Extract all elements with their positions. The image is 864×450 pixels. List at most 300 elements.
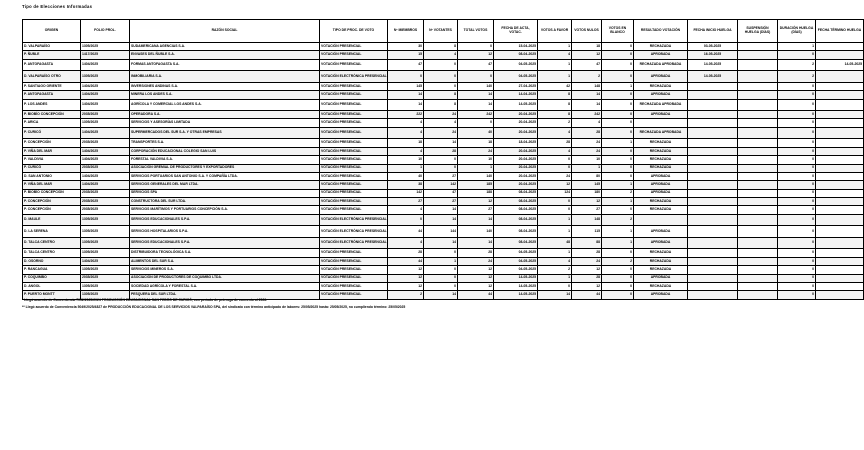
- header-row: [23, 20, 864, 43]
- table-cell: 40: [458, 127, 494, 139]
- table-row: [23, 147, 864, 155]
- table-cell: 0: [602, 147, 634, 155]
- table-cell: P. CURICÓ: [23, 164, 81, 172]
- table-cell: P. ÑUBLE: [23, 51, 81, 59]
- table-cell: 0: [458, 43, 494, 51]
- table-cell: 08-04-2025: [494, 51, 538, 59]
- table-cell: 27: [424, 198, 458, 206]
- table-cell: 148: [572, 214, 602, 226]
- table-cell: 1305/2025: [81, 226, 130, 238]
- table-cell: 0: [602, 274, 634, 282]
- table-cell: 2: [602, 189, 634, 197]
- table-cell: 1: [602, 181, 634, 189]
- table-cell: 14-05-2025: [688, 71, 738, 83]
- table-cell: 08-04-2025: [494, 214, 538, 226]
- table-cell: VOTACIÓN PRESENCIAL: [320, 147, 388, 155]
- column-header: FOLIO PROL.: [81, 20, 130, 43]
- table-cell: 0: [778, 189, 816, 197]
- table-cell: 0: [602, 119, 634, 127]
- table-cell: 0: [538, 164, 572, 172]
- table-cell: [816, 51, 864, 59]
- table-cell: 16-05-2025: [688, 51, 738, 59]
- table-cell: RECHAZADA: [634, 249, 688, 257]
- table-cell: 2: [602, 214, 634, 226]
- table-cell: SERVICIOS HOSPITALARIOS S.P.A.: [130, 226, 320, 238]
- table-cell: APROBADA: [634, 226, 688, 238]
- table-cell: 04-05-2025: [494, 257, 538, 265]
- table-cell: 8: [538, 99, 572, 111]
- table-cell: [738, 119, 778, 127]
- table-cell: 08-04-2025: [494, 206, 538, 214]
- table-cell: 14: [424, 291, 458, 299]
- column-header: SUSPENSIÓN HUELGA (DÍAS): [738, 20, 778, 43]
- table-cell: 1: [388, 164, 424, 172]
- table-cell: VOTACIÓN ELECTRÓNICA PRESENCIAL: [320, 71, 388, 83]
- table-cell: 0: [424, 59, 458, 71]
- table-cell: 8: [424, 91, 458, 99]
- table-cell: 08-04-2025: [494, 226, 538, 238]
- table-cell: P. BIOBÍO CONCEPCIÓN: [23, 189, 81, 197]
- table-cell: 0: [602, 59, 634, 71]
- table-cell: 0: [778, 237, 816, 249]
- table-cell: VOTACIÓN PRESENCIAL: [320, 189, 388, 197]
- table-cell: 20-04-2025: [494, 111, 538, 119]
- table-cell: VOTACIÓN PRESENCIAL: [320, 164, 388, 172]
- table-cell: 1305/2025: [81, 266, 130, 274]
- table-cell: [816, 82, 864, 90]
- table-cell: 1: [602, 226, 634, 238]
- table-cell: 0: [538, 156, 572, 164]
- table-row: [23, 139, 864, 147]
- table-row: [23, 226, 864, 238]
- table-cell: 12: [458, 266, 494, 274]
- table-cell: 1: [602, 82, 634, 90]
- table-cell: [816, 237, 864, 249]
- table-row: [23, 249, 864, 257]
- table-cell: 27: [572, 206, 602, 214]
- table-cell: 142: [424, 181, 458, 189]
- table-cell: 28: [388, 249, 424, 257]
- table-cell: 18: [388, 139, 424, 147]
- table-cell: 145: [572, 181, 602, 189]
- table-cell: 0: [778, 111, 816, 119]
- table-cell: 12: [458, 198, 494, 206]
- table-cell: [688, 274, 738, 282]
- table-cell: 115: [572, 226, 602, 238]
- table-cell: RECHAZADA: [634, 82, 688, 90]
- table-cell: RECHAZADA APROBADA: [634, 127, 688, 139]
- table-cell: 80: [572, 172, 602, 180]
- table-cell: 24: [424, 111, 458, 119]
- table-cell: 4: [388, 237, 424, 249]
- table-cell: [738, 82, 778, 90]
- table-cell: P. ANTOFAGASTA: [23, 59, 81, 71]
- table-cell: 2: [778, 71, 816, 83]
- table-cell: 0: [424, 249, 458, 257]
- table-cell: 4: [538, 127, 572, 139]
- table-cell: 14-05-2025: [494, 99, 538, 111]
- table-cell: 4: [424, 119, 458, 127]
- table-cell: RECHAZADA: [634, 257, 688, 265]
- table-cell: 0: [778, 266, 816, 274]
- table-cell: 0: [458, 71, 494, 83]
- table-cell: [816, 172, 864, 180]
- table-cell: 28: [572, 127, 602, 139]
- table-cell: [688, 156, 738, 164]
- table-cell: 44: [388, 257, 424, 265]
- table-cell: AGRÍCOLA Y COMERCIAL LOS ANDES S.A.: [130, 99, 320, 111]
- table-cell: [738, 59, 778, 71]
- table-cell: 0: [424, 71, 458, 83]
- table-cell: 12: [572, 51, 602, 59]
- table-cell: 28: [538, 139, 572, 147]
- table-cell: 88: [572, 237, 602, 249]
- table-cell: 0: [602, 127, 634, 139]
- column-header: FECHA INICIO HUELGA: [688, 20, 738, 43]
- table-cell: FORMAS ANTOFAGASTA S.A.: [130, 59, 320, 71]
- column-header: TIPO DE PROC. DE VOTO: [320, 20, 388, 43]
- table-cell: 18-04-2025: [494, 139, 538, 147]
- table-cell: P. VIÑA DEL MAR: [23, 181, 81, 189]
- table-cell: 08-04-2025: [494, 237, 538, 249]
- table-cell: 28: [458, 249, 494, 257]
- table-cell: P. CONCEPCIÓN: [23, 139, 81, 147]
- table-cell: 185: [458, 181, 494, 189]
- table-cell: VOTACIÓN PRESENCIAL: [320, 206, 388, 214]
- table-cell: P. ANTOFAGASTA: [23, 91, 81, 99]
- table-cell: APROBADA: [634, 189, 688, 197]
- table-cell: APROBADA: [634, 51, 688, 59]
- table-cell: P. COQUIMBO: [23, 274, 81, 282]
- table-cell: 0: [778, 99, 816, 111]
- table-cell: VOTACIÓN PRESENCIAL: [320, 91, 388, 99]
- table-cell: 4: [538, 257, 572, 265]
- table-cell: 20-04-2025: [494, 181, 538, 189]
- table-cell: [738, 156, 778, 164]
- table-cell: 1: [538, 249, 572, 257]
- table-cell: [816, 214, 864, 226]
- table-cell: [816, 127, 864, 139]
- table-cell: OPERADORA S.A.: [130, 111, 320, 119]
- table-cell: 2: [572, 71, 602, 83]
- table-cell: 0: [778, 82, 816, 90]
- table-cell: 1: [538, 226, 572, 238]
- table-cell: [816, 164, 864, 172]
- table-cell: 0: [602, 51, 634, 59]
- table-cell: 0: [388, 71, 424, 83]
- column-header: Nº VOTANTES: [424, 20, 458, 43]
- table-cell: [688, 257, 738, 265]
- table-cell: 14: [388, 91, 424, 99]
- table-cell: 0: [538, 282, 572, 290]
- table-cell: [816, 226, 864, 238]
- table-cell: 30: [388, 43, 424, 51]
- table-cell: 1: [778, 43, 816, 51]
- table-cell: 20-04-2025: [494, 127, 538, 139]
- table-cell: 1305/2025: [81, 291, 130, 299]
- table-cell: 222: [388, 111, 424, 119]
- table-cell: SERVICIOS MINEROS S.A.: [130, 266, 320, 274]
- table-cell: 12: [458, 282, 494, 290]
- table-cell: APROBADA: [634, 91, 688, 99]
- table-cell: 14: [458, 237, 494, 249]
- table-cell: 140: [458, 226, 494, 238]
- table-cell: 0: [602, 99, 634, 111]
- table-cell: 0: [538, 198, 572, 206]
- table-cell: [816, 249, 864, 257]
- table-cell: [738, 99, 778, 111]
- table-cell: APROBADA: [634, 237, 688, 249]
- column-header: FECHA DE ACTA, VOTAC.: [494, 20, 538, 43]
- table-cell: 1404/2025: [81, 257, 130, 265]
- table-cell: P. VIÑA DEL MAR: [23, 147, 81, 155]
- table-cell: [688, 164, 738, 172]
- column-header: RESULTADO VOTACIÓN: [634, 20, 688, 43]
- table-cell: 1305/2025: [81, 214, 130, 226]
- table-cell: INVERSIONES ANDINAS S.A.: [130, 82, 320, 90]
- table-cell: VOTACIÓN PRESENCIAL: [320, 198, 388, 206]
- table-cell: 04-05-2025: [494, 249, 538, 257]
- table-cell: [738, 198, 778, 206]
- table-cell: 0: [602, 156, 634, 164]
- table-row: [23, 266, 864, 274]
- table-row: [23, 111, 864, 119]
- table-cell: [688, 139, 738, 147]
- table-cell: 18: [458, 139, 494, 147]
- table-cell: 0: [778, 249, 816, 257]
- table-cell: 38: [388, 181, 424, 189]
- table-cell: [688, 172, 738, 180]
- table-row: [23, 164, 864, 172]
- table-cell: [816, 119, 864, 127]
- table-cell: [816, 189, 864, 197]
- table-cell: 2035/2025: [81, 274, 130, 282]
- table-cell: 1: [458, 164, 494, 172]
- table-row: [23, 189, 864, 197]
- table-cell: [816, 291, 864, 299]
- table-cell: RECHAZADA APROBADA: [634, 59, 688, 71]
- table-cell: RECHAZADA: [634, 147, 688, 155]
- table-row: [23, 59, 864, 71]
- table-cell: SUDAMERICANA AGENCIAS S.A.: [130, 43, 320, 51]
- table-cell: 2035/2025: [81, 139, 130, 147]
- table-cell: 4: [388, 119, 424, 127]
- table-cell: 2035/2025: [81, 111, 130, 119]
- table-cell: 0: [778, 127, 816, 139]
- table-cell: VOTACIÓN PRESENCIAL: [320, 291, 388, 299]
- table-cell: SERVICIOS EDUCACIONALES S.P.A.: [130, 237, 320, 249]
- table-cell: 124: [538, 189, 572, 197]
- table-row: [23, 71, 864, 83]
- table-cell: [688, 119, 738, 127]
- table-cell: ASOCIACIÓN GREMIAL DE PRODUCTORES Y EXPORTADORES: [130, 164, 320, 172]
- table-cell: 1: [538, 71, 572, 83]
- table-cell: D. TALCA CENTRO: [23, 249, 81, 257]
- table-cell: RECHAZADA: [634, 164, 688, 172]
- table-cell: RECHAZADA APROBADA: [634, 99, 688, 111]
- table-cell: P. RANCAGUA: [23, 266, 81, 274]
- table-cell: 14: [458, 214, 494, 226]
- table-cell: [816, 71, 864, 83]
- table-cell: VOTACIÓN PRESENCIAL: [320, 139, 388, 147]
- footnotes: [22, 297, 405, 311]
- table-cell: RECHAZADA: [634, 266, 688, 274]
- table-cell: 8: [538, 111, 572, 119]
- column-header: Nº MIEMBROS: [388, 20, 424, 43]
- table-cell: 0: [778, 214, 816, 226]
- table-cell: 0: [778, 51, 816, 59]
- table-cell: 24: [458, 257, 494, 265]
- table-row: [23, 172, 864, 180]
- table-cell: 0: [778, 282, 816, 290]
- table-cell: VOTACIÓN PRESENCIAL: [320, 181, 388, 189]
- table-cell: 24: [572, 139, 602, 147]
- table-cell: 0: [778, 257, 816, 265]
- table-cell: [816, 181, 864, 189]
- table-cell: TRANSPORTES S.A.: [130, 139, 320, 147]
- table-cell: [688, 147, 738, 155]
- table-cell: [688, 282, 738, 290]
- table-cell: 12: [388, 282, 424, 290]
- table-cell: [688, 91, 738, 99]
- table-cell: VOTACIÓN PRESENCIAL: [320, 51, 388, 59]
- table-cell: 1404/2025: [81, 147, 130, 155]
- table-cell: 08-04-2025: [494, 198, 538, 206]
- table-cell: 0: [778, 291, 816, 299]
- table-cell: [688, 127, 738, 139]
- table-cell: VOTACIÓN PRESENCIAL: [320, 59, 388, 71]
- table-cell: 0: [778, 172, 816, 180]
- table-row: [23, 206, 864, 214]
- table-cell: 44: [388, 226, 424, 238]
- table-cell: P. ARICA: [23, 119, 81, 127]
- table-cell: CORPORACIÓN EDUCACIONAL COLEGIO SAN LUIS: [130, 147, 320, 155]
- table-row: [23, 51, 864, 59]
- table-row: [23, 43, 864, 51]
- table-cell: [738, 139, 778, 147]
- column-header: RAZÓN SOCIAL: [130, 20, 320, 43]
- table-cell: 1: [538, 274, 572, 282]
- table-cell: 24: [458, 147, 494, 155]
- table-cell: D. LA SERENA: [23, 226, 81, 238]
- table-cell: 15: [388, 51, 424, 59]
- table-cell: VOTACIÓN PRESENCIAL: [320, 266, 388, 274]
- table-cell: 03-05-2025: [688, 43, 738, 51]
- table-cell: 1: [572, 164, 602, 172]
- table-cell: [738, 274, 778, 282]
- table-cell: 47: [458, 59, 494, 71]
- table-cell: VOTACIÓN PRESENCIAL: [320, 172, 388, 180]
- table-cell: [816, 266, 864, 274]
- table-cell: [738, 266, 778, 274]
- table-cell: 188: [458, 189, 494, 197]
- table-cell: 20-04-2025: [494, 147, 538, 155]
- table-cell: 0: [424, 274, 458, 282]
- table-cell: [688, 181, 738, 189]
- table-cell: [738, 127, 778, 139]
- table-cell: SERVICIOS MARÍTIMOS Y PORTUARIOS CONCEPCIÓN S.A.: [130, 206, 320, 214]
- table-cell: 0: [602, 111, 634, 119]
- table-cell: D. TALCA CENTRO: [23, 237, 81, 249]
- table-cell: 4: [538, 51, 572, 59]
- table-cell: 0: [602, 282, 634, 290]
- table-cell: [816, 111, 864, 119]
- table-cell: 1305/2025: [81, 119, 130, 127]
- table-cell: VOTACIÓN ELECTRÓNICA PRESENCIAL: [320, 237, 388, 249]
- table-cell: SOCIEDAD AGRÍCOLA Y FORESTAL S.A.: [130, 282, 320, 290]
- table-cell: 27: [458, 206, 494, 214]
- table-cell: P. SANTIAGO ORIENTE: [23, 82, 81, 90]
- table-cell: 0: [778, 119, 816, 127]
- table-cell: 14: [572, 99, 602, 111]
- table-cell: 04-05-2025: [494, 71, 538, 83]
- table-cell: APROBADA: [634, 274, 688, 282]
- table-cell: 1: [424, 257, 458, 265]
- table-cell: 08-04-2025: [494, 189, 538, 197]
- table-cell: SUPERMERCADOS DEL SUR S.A. Y OTRAS EMPRESAS: [130, 127, 320, 139]
- table-cell: MINERA LOS ANDES S.A.: [130, 91, 320, 99]
- table-cell: [816, 206, 864, 214]
- table-cell: 1305/2025: [81, 282, 130, 290]
- table-cell: 2: [388, 291, 424, 299]
- table-cell: 2: [538, 266, 572, 274]
- table-cell: RECHAZADA: [634, 43, 688, 51]
- table-cell: 14: [388, 99, 424, 111]
- table-cell: ALIMENTOS DEL SUR S.A.: [130, 257, 320, 265]
- table-cell: 1: [538, 59, 572, 71]
- table-cell: 8: [424, 99, 458, 111]
- table-cell: 10: [572, 156, 602, 164]
- table-cell: [688, 249, 738, 257]
- table-cell: 4: [388, 127, 424, 139]
- table-cell: [688, 237, 738, 249]
- table-cell: 1305/2025: [81, 249, 130, 257]
- table-cell: 1305/2025: [81, 71, 130, 83]
- table-cell: [688, 214, 738, 226]
- table-cell: 47: [572, 59, 602, 71]
- table-cell: 28: [572, 249, 602, 257]
- table-cell: D. MAULE: [23, 214, 81, 226]
- table-cell: [738, 226, 778, 238]
- table-cell: 18: [572, 43, 602, 51]
- table-cell: 4: [424, 51, 458, 59]
- table-cell: 04-05-2025: [494, 59, 538, 71]
- table-cell: 1305/2025: [81, 237, 130, 249]
- table-cell: 2: [538, 119, 572, 127]
- table-cell: 1404/2025: [81, 127, 130, 139]
- table-cell: VOTACIÓN PRESENCIAL: [320, 99, 388, 111]
- table-cell: 2035/2025: [81, 206, 130, 214]
- table-cell: 148: [572, 82, 602, 90]
- table-row: [23, 257, 864, 265]
- table-cell: 47: [424, 189, 458, 197]
- table-cell: 14: [458, 99, 494, 111]
- table-cell: 2: [602, 257, 634, 265]
- footnote: ** Llegó acuerdo de Conveniencia 5049/2025/4827 de PRODUCCIÓN EDUCACIONAL DE LOS SERVICIOS VALPARAÍSO SPA, del sindicato con término anticipado de labores: 25/05/2025 hasta: 25/05/2025, no cumpliendo término: 25/05/2025: [22, 305, 406, 309]
- table-cell: CONSTRUCTORA DEL SUR LTDA.: [130, 198, 320, 206]
- table-cell: 0: [778, 274, 816, 282]
- table-cell: 20-04-2025: [494, 119, 538, 127]
- table-cell: APROBADA: [634, 111, 688, 119]
- table-cell: SERVICIOS EDUCACIONALES S.P.A.: [130, 214, 320, 226]
- column-header: TOTAL VOTOS: [458, 20, 494, 43]
- table-cell: 145: [388, 82, 424, 90]
- table-cell: [688, 266, 738, 274]
- table-cell: APROBADA: [634, 181, 688, 189]
- table-cell: DISTRIBUIDORA TECNOLÓGICA S.A.: [130, 249, 320, 257]
- table-cell: 12: [458, 274, 494, 282]
- column-header: FECHA TÉRMINO HUELGA: [816, 20, 864, 43]
